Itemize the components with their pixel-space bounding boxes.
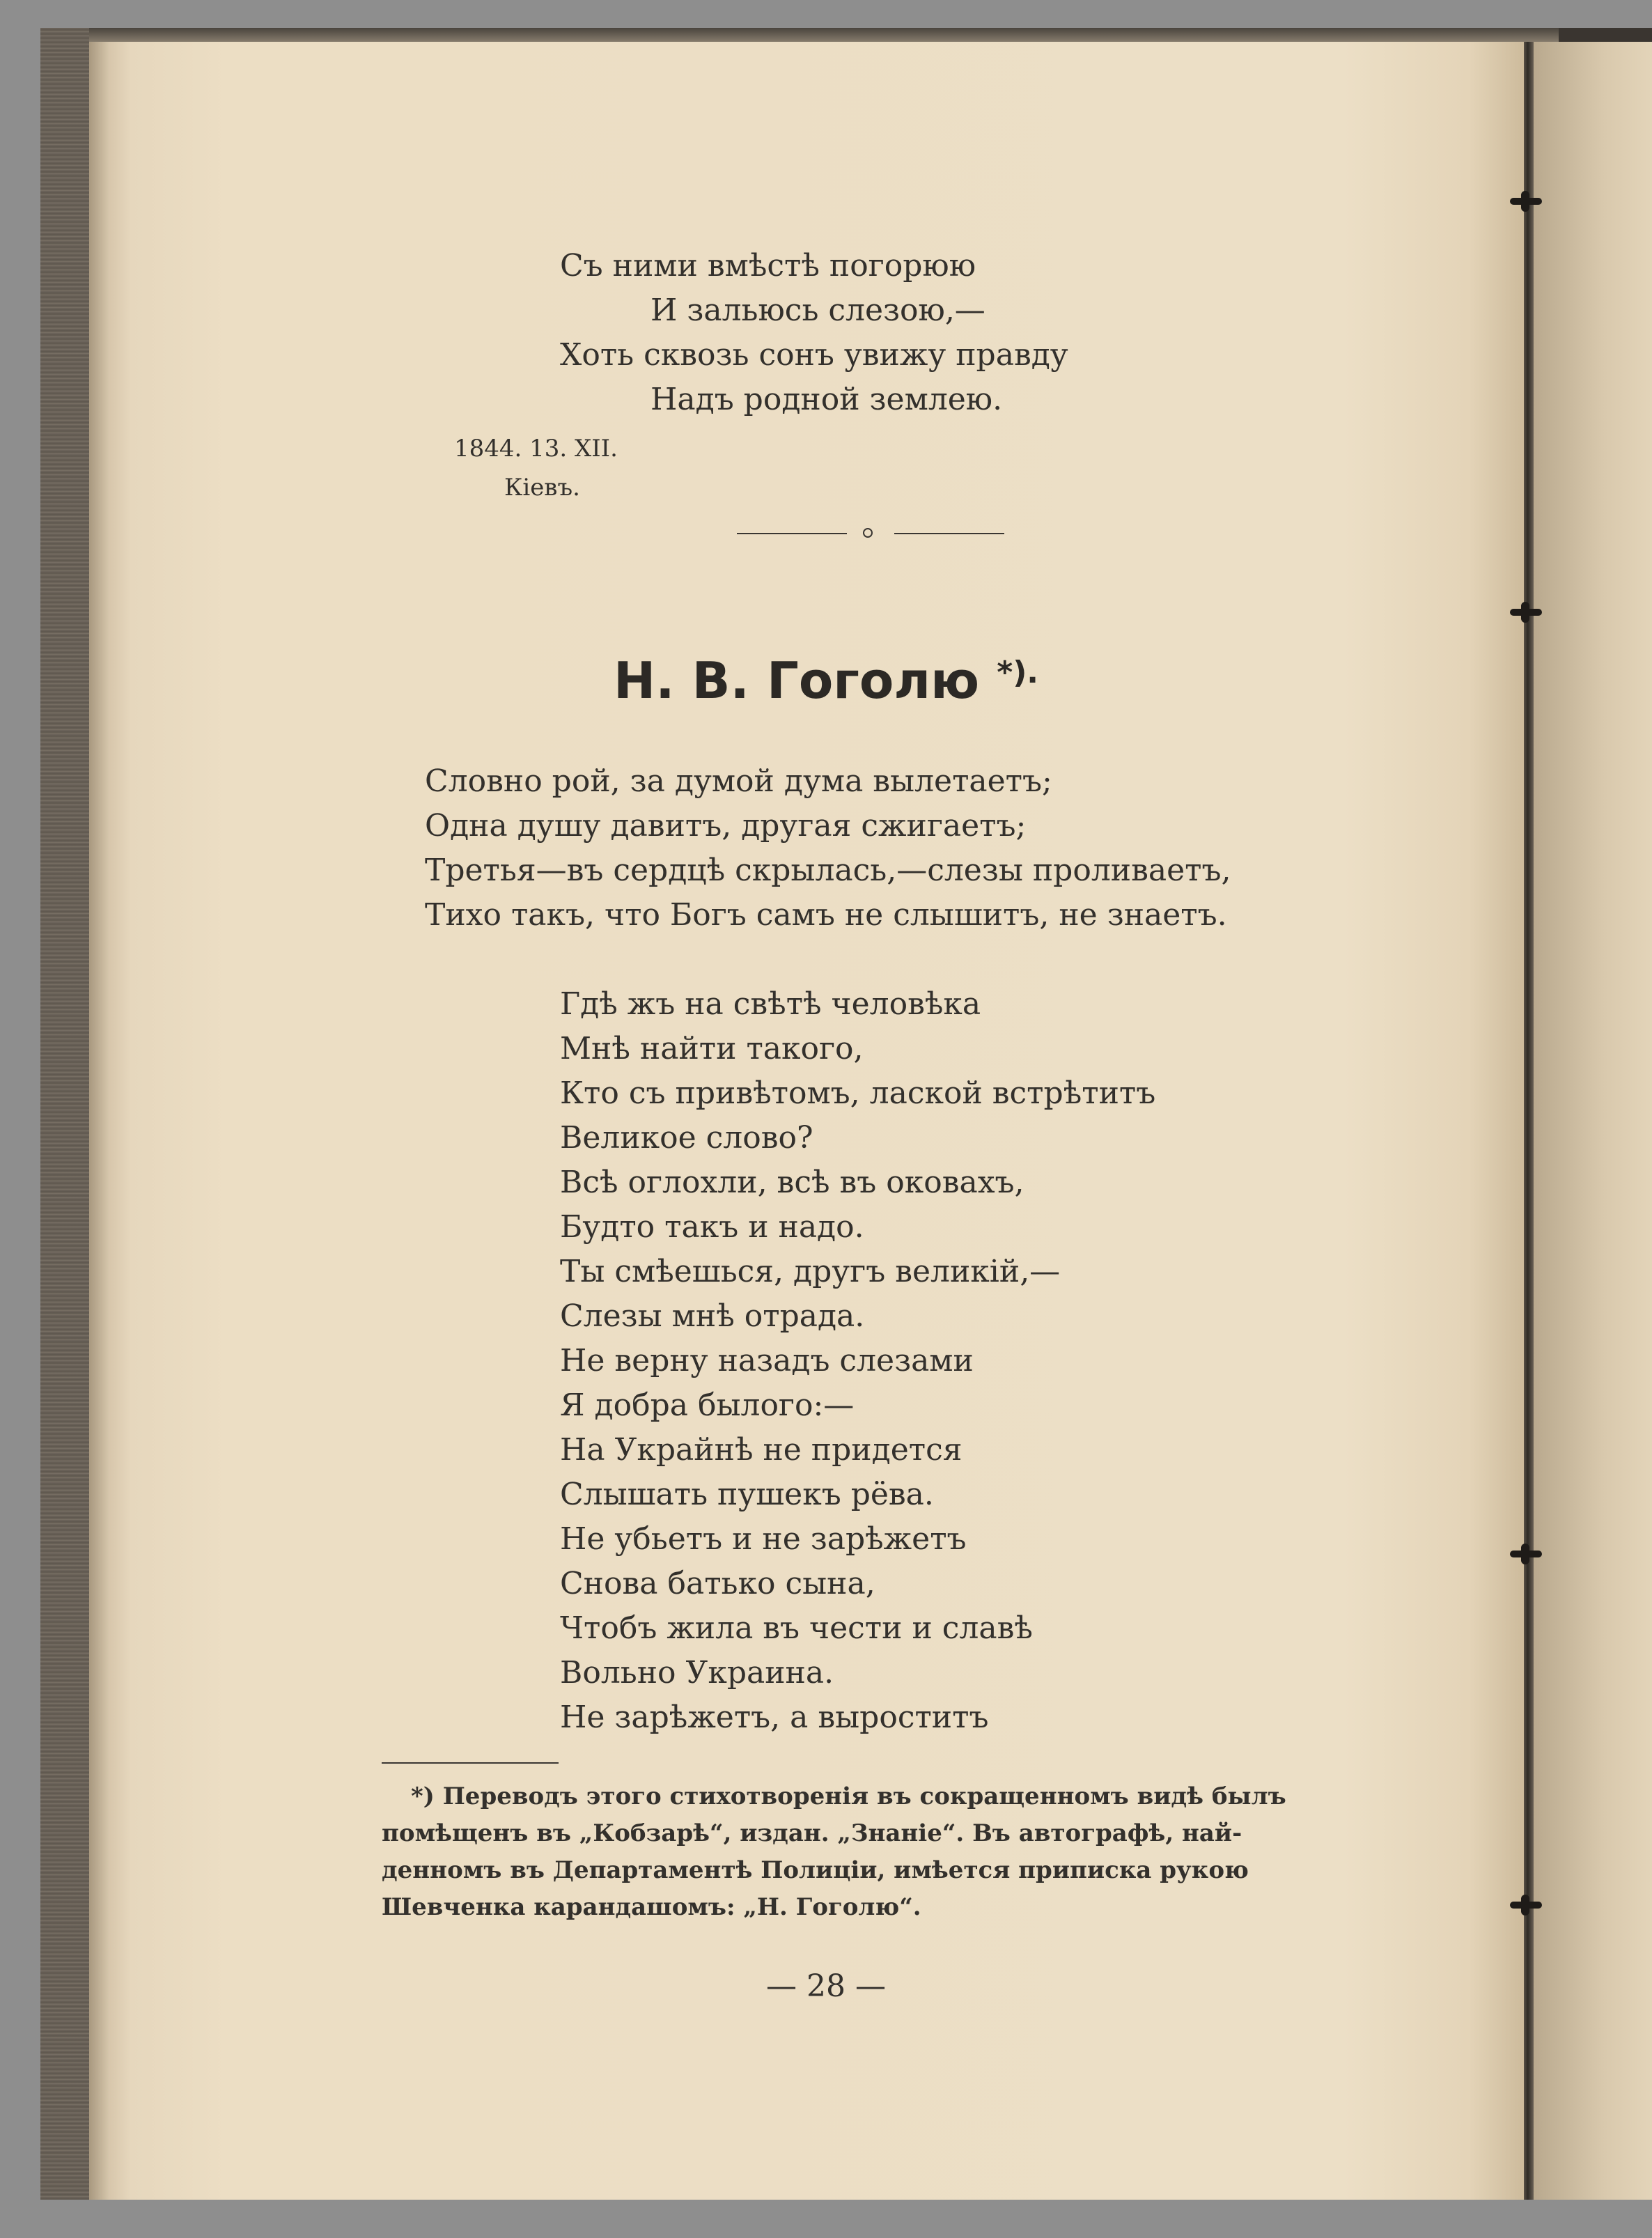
verse-line: Тихо такъ, что Богъ самъ не слышитъ, не знаетъ.: [425, 897, 1227, 933]
footnote-line: Шевченка карандашомъ: „Н. Гоголю“.: [382, 1893, 921, 1921]
verse-line: Съ ними вмѣстѣ погорюю: [560, 248, 976, 283]
binding-stitch: [1510, 198, 1542, 205]
page-left-edge: [89, 42, 110, 2200]
place-text: Кіевъ.: [504, 474, 580, 502]
verse-line: Хоть сквозь сонъ увижу правду: [560, 337, 1068, 373]
verse-line: Чтобъ жила въ чести и славѣ: [560, 1610, 1033, 1646]
verse-line: Кто съ привѣтомъ, лаской встрѣтитъ: [560, 1075, 1156, 1111]
page-top-edge: [89, 28, 1559, 43]
footnote-line: помѣщенъ въ „Кобзарѣ“, издан. „Знаніе“. Въ автографѣ, най-: [382, 1819, 1242, 1847]
verse-line: Слезы мнѣ отрада.: [560, 1298, 865, 1334]
poem-title: [0, 651, 1652, 710]
page-number: — 28 —: [766, 1968, 886, 2004]
divider-line: [737, 533, 847, 534]
section-divider: [737, 525, 1004, 542]
verse-line: Одна душу давитъ, другая сжигаетъ;: [425, 808, 1027, 844]
facing-page-edge: [1534, 42, 1652, 2200]
poem-title-text: Н. В. Гоголю: [613, 651, 980, 710]
verse-line: Слышать пушекъ рёва.: [560, 1477, 934, 1512]
verse-line: На Украйнѣ не придется: [560, 1432, 963, 1468]
verse-line: Ты смѣешься, другъ великій,—: [560, 1254, 1061, 1289]
verse-line: Вольно Украина.: [560, 1655, 834, 1691]
verse-line: Третья—въ сердцѣ скрылась,—слезы проливаетъ,: [425, 853, 1231, 888]
verse-line: Гдѣ жъ на свѣтѣ человѣка: [560, 986, 981, 1022]
footnote-rule: [382, 1762, 559, 1764]
divider-line: [894, 533, 1004, 534]
verse-line: Словно рой, за думой дума вылетаетъ;: [425, 763, 1052, 799]
verse-line: Снова батько сына,: [560, 1566, 875, 1601]
verse-line: Не зарѣжетъ, а выроститъ: [560, 1700, 989, 1735]
verse-line: Не верну назадъ слезами: [560, 1343, 974, 1378]
divider-ornament: [863, 528, 873, 538]
verse-line: Всѣ оглохли, всѣ въ оковахъ,: [560, 1165, 1024, 1200]
verse-line: Мнѣ найти такого,: [560, 1031, 864, 1066]
verse-line: Не убьетъ и не зарѣжетъ: [560, 1521, 967, 1557]
binding-stitch: [1510, 609, 1542, 616]
verse-line: Надъ родной землею.: [650, 382, 1003, 417]
binding-stitch: [1510, 1902, 1542, 1909]
footnote-marker: *).: [997, 655, 1039, 690]
binding-stitch: [1510, 1551, 1542, 1557]
footnote-line: *) Переводъ этого стихотворенія въ сокращенномъ видѣ былъ: [411, 1782, 1286, 1810]
date-text: 1844. 13. XII.: [454, 435, 618, 463]
verse-line: Я добра былого:—: [560, 1388, 855, 1423]
verse-line: И зальюсь слезою,—: [650, 293, 985, 328]
book-gutter: [1524, 42, 1534, 2200]
verse-line: Великое слово?: [560, 1120, 813, 1156]
footnote-line: денномъ въ Департаментѣ Полиціи, имѣется приписка рукою: [382, 1856, 1249, 1884]
cloth-binding: [40, 28, 89, 2200]
verse-line: Будто такъ и надо.: [560, 1209, 864, 1245]
